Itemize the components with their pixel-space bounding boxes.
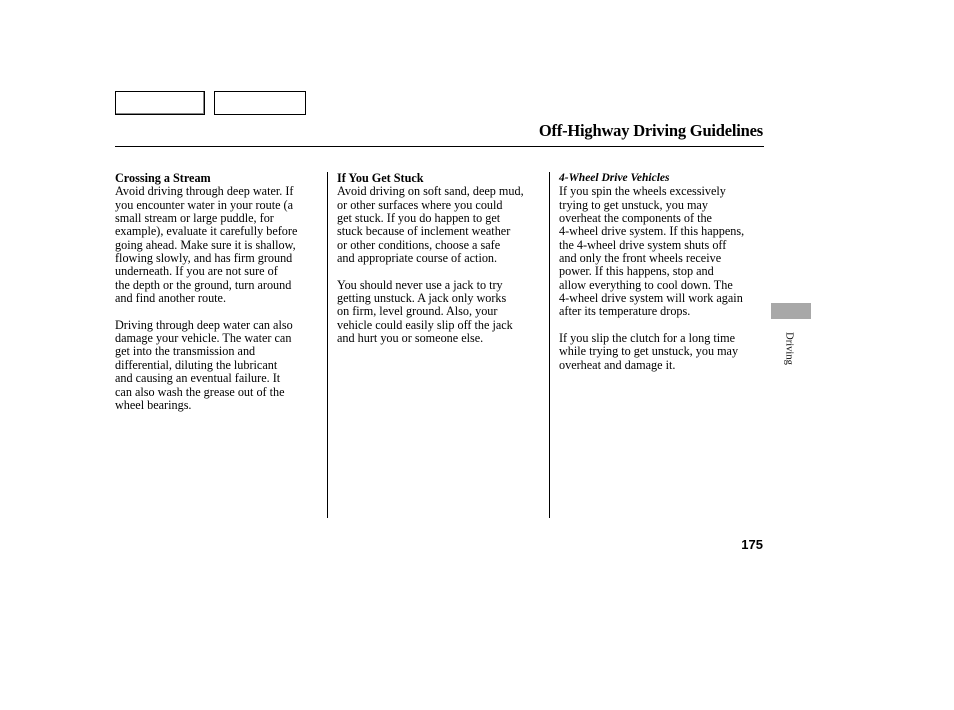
text-line: example), evaluate it carefully before <box>115 224 298 239</box>
text-line: damage your vehicle. The water can <box>115 331 292 346</box>
paragraph <box>559 332 765 372</box>
previous-page-button[interactable] <box>115 91 205 115</box>
text-line: and causing an eventual failure. It <box>115 371 281 386</box>
text-line: Driving through deep water can also <box>115 317 293 332</box>
text-line: allow everything to cool down. The <box>559 277 733 292</box>
text-line: wheel bearings. <box>115 397 192 412</box>
page-title: Off-Highway Driving Guidelines <box>538 121 763 140</box>
paragraph <box>115 319 321 412</box>
text-line: overheat and damage it. <box>559 357 676 372</box>
text-line: If you spin the wheels excessively <box>559 184 726 199</box>
column-divider <box>327 172 328 518</box>
chapter-tab[interactable] <box>771 303 811 319</box>
section-heading-if-you-get-stuck: If You Get Stuck <box>337 171 424 185</box>
text-line: vehicle could easily slip off the jack <box>337 317 513 332</box>
text-line: flowing slowly, and has firm ground <box>115 251 293 266</box>
text-line: 4-wheel drive system. If this happens, <box>559 224 745 239</box>
text-line: Avoid driving on soft sand, deep mud, <box>337 184 524 199</box>
text-line: getting unstuck. A jack only works <box>337 291 507 306</box>
text-line: and hurt you or someone else. <box>337 331 484 346</box>
text-line: while trying to get unstuck, you may <box>559 344 739 359</box>
section-heading-crossing-a-stream: Crossing a Stream <box>115 171 211 185</box>
text-line: on firm, level ground. Also, your <box>337 304 498 319</box>
text-line: or other conditions, choose a safe <box>337 237 501 252</box>
text-line: stuck because of inclement weather <box>337 224 511 239</box>
section-heading-4-wheel-drive: 4-Wheel Drive Vehicles <box>559 172 670 184</box>
text-line: power. If this happens, stop and <box>559 264 714 279</box>
text-line: can also wash the grease out of the <box>115 384 285 399</box>
text-line: trying to get unstuck, you may <box>559 197 708 212</box>
text-line: and appropriate course of action. <box>337 251 498 266</box>
text-line: Avoid driving through deep water. If <box>115 184 294 199</box>
column-if-you-get-stuck <box>337 172 545 359</box>
text-line: small stream or large puddle, for <box>115 211 274 226</box>
next-page-button[interactable] <box>214 91 306 115</box>
column-4-wheel-drive-vehicles <box>559 172 765 386</box>
text-line: overheat the components of the <box>559 211 712 226</box>
chapter-tab-label: Driving <box>783 332 795 365</box>
text-line: get into the transmission and <box>115 344 256 359</box>
text-line: If you slip the clutch for a long time <box>559 331 735 346</box>
text-line: get stuck. If you do happen to get <box>337 211 501 226</box>
text-line: and only the front wheels receive <box>559 251 722 266</box>
text-line: and find another route. <box>115 291 227 306</box>
paragraph <box>337 279 545 346</box>
text-line: or other surfaces where you could <box>337 197 503 212</box>
text-line: differential, diluting the lubricant <box>115 357 278 372</box>
text-line: after its temperature drops. <box>559 304 691 319</box>
text-line: You should never use a jack to try <box>337 277 503 292</box>
text-line: going ahead. Make sure it is shallow, <box>115 237 296 252</box>
text-line: the depth or the ground, turn around <box>115 277 292 292</box>
paragraph <box>337 185 545 265</box>
text-line: underneath. If you are not sure of <box>115 264 278 279</box>
column-crossing-a-stream <box>115 172 321 426</box>
text-line: 4-wheel drive system will work again <box>559 291 743 306</box>
page-number: 175 <box>741 537 763 552</box>
column-divider <box>549 172 550 518</box>
paragraph <box>115 185 321 305</box>
text-line: the 4-wheel drive system shuts off <box>559 237 727 252</box>
text-line: you encounter water in your route (a <box>115 197 294 212</box>
title-divider <box>115 146 764 147</box>
paragraph <box>559 185 765 318</box>
